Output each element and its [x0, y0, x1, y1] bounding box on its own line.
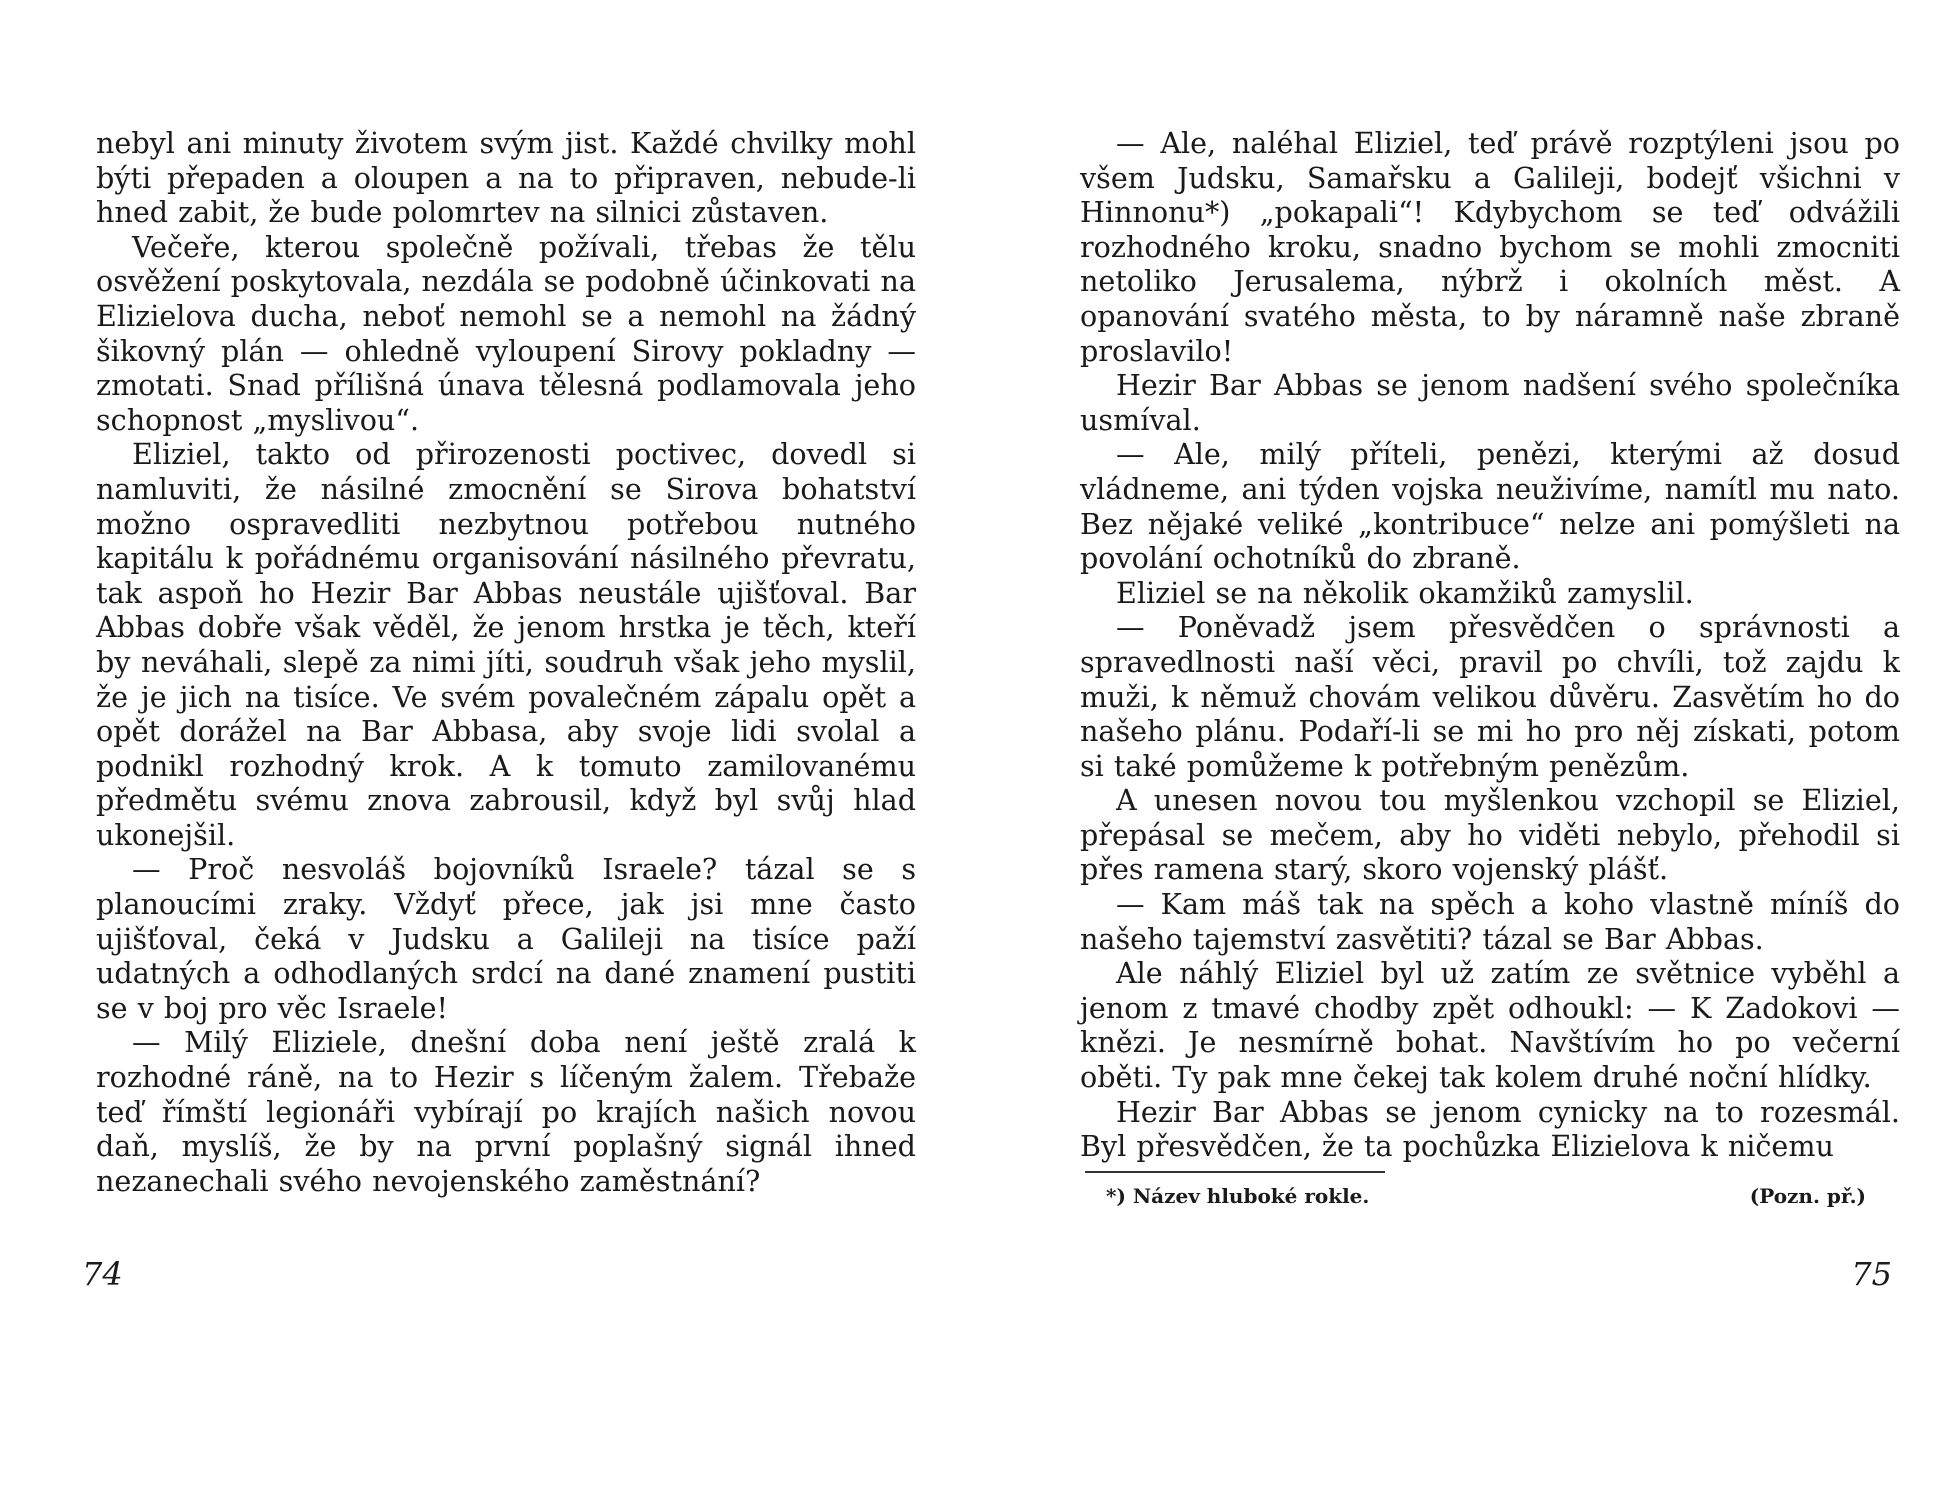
paragraph: — Ale, naléhal Eliziel, teď právě rozptýleni jsou po všem Judsku, Samařsku a Galileji, bodejť všichni v Hinnonu*) „pokapali“! Kdybychom se teď odvážili rozhodného kroku, snadno bychom se mohli zmocniti netoliko Jerusalema, nýbrž i okolních měst. A opanování svatého města, to by náramně naše zbraně proslavilo! [1080, 126, 1900, 368]
left-page [96, 126, 916, 1198]
footnote-source: (Pozn. př.) [1749, 1184, 1866, 1208]
paragraph: — Milý Eliziele, dnešní doba není ještě zralá k rozhodné ráně, na to Hezir s líčeným žalem. Třebaže teď římští legionáři vybírají po krajích našich novou daň, myslíš, že by na první poplašný signál ihned nezanechali svého nevojenského zaměstnání? [96, 1025, 916, 1198]
paragraph: Hezir Bar Abbas se jenom nadšení svého společníka usmíval. [1080, 368, 1900, 437]
paragraph: — Poněvadž jsem přesvědčen o správnosti a spravedlnosti naší věci, pravil po chvíli, tož zajdu k muži, k němuž chovám velikou důvěru. Zasvětím ho do našeho plánu. Podaří-li se mi ho pro něj získati, potom si také pomůžeme k potřebným penězům. [1080, 610, 1900, 783]
paragraph: — Ale, milý příteli, penězi, kterými až dosud vládneme, ani týden vojska neuživíme, namítl mu nato. Bez nějaké veliké „kontribuce“ nelze ani pomýšleti na povolání ochotníků do zbraně. [1080, 437, 1900, 576]
paragraph: Eliziel se na několik okamžiků zamyslil. [1116, 575, 1694, 610]
paragraph: — Kam máš tak na spěch a koho vlastně míníš do našeho tajemství zasvětiti? tázal se Bar Abbas. [1080, 887, 1900, 956]
paragraph: Eliziel, takto od přirozenosti poctivec, dovedl si namluviti, že násilné zmocnění se Sirova bohatství možno ospravedliti nezbytnou potřebou nutného kapitálu k pořádnému organisování násilného převratu, tak aspoň ho Hezir Bar Abbas neustále ujišťoval. Bar Abbas dobře však věděl, že jenom hrstka je těch, kteří by neváhali, slepě za nimi jíti, soudruh však jeho myslil, že je jich na tisíce. Ve svém povalečném zápalu opět a opět dorážel na Bar Abbasa, aby svoje lidi svolal a podnikl rozhodný krok. A k tomuto zamilovanému předmětu svému znova zabrousil, když byl svůj hlad ukonejšil. [96, 437, 916, 852]
right-page [1080, 126, 1900, 1164]
paragraph: Večeře, kterou společně požívali, třebas že tělu osvěžení poskytovala, nezdála se podobně účinkovati na Elizielova ducha, neboť nemohl se a nemohl na žádný šikovný plán — ohledně vyloupení Sirovy pokladny — zmotati. Snad přílišná únava tělesná podlamovala jeho schopnost „myslivou“. [96, 229, 916, 437]
paragraph: — Proč nesvoláš bojovníků Israele? tázal se s planoucími zraky. Vždyť přece, jak jsi mne často ujišťoval, čeká v Judsku a Galileji na tisíce paží udatných a odhodlaných srdcí na dané znamení pustiti se v boj pro věc Israele! [96, 852, 916, 1025]
paragraph: nebyl ani minuty životem svým jist. Každé chvilky mohl býti přepaden a oloupen a na to připraven, nebude-li hned zabit, že bude polomrtev na silnici zůstaven. [96, 126, 916, 230]
paragraph: Hezir Bar Abbas se jenom cynicky na to rozesmál. Byl přesvědčen, že ta pochůzka Elizielova k ničemu [1080, 1094, 1900, 1164]
paragraph: Ale náhlý Eliziel byl už zatím ze světnice vyběhl a jenom z tmavé chodby zpět odhoukl: — K Zadokovi — knězi. Je nesmírně bohat. Navštívím ho po večerní oběti. Ty pak mne čekej tak kolem druhé noční hlídky. [1080, 956, 1900, 1095]
footnote-divider [1085, 1171, 1385, 1173]
footnote-text: *) Název hluboké rokle. [1106, 1184, 1370, 1208]
page-number-right: 75 [1851, 1255, 1892, 1293]
page-number-left: 74 [82, 1255, 123, 1293]
paragraph: A unesen novou tou myšlenkou vzchopil se Eliziel, přepásal se mečem, aby ho viděti nebylo, přehodil si přes ramena starý, skoro vojenský plášť. [1080, 783, 1900, 887]
